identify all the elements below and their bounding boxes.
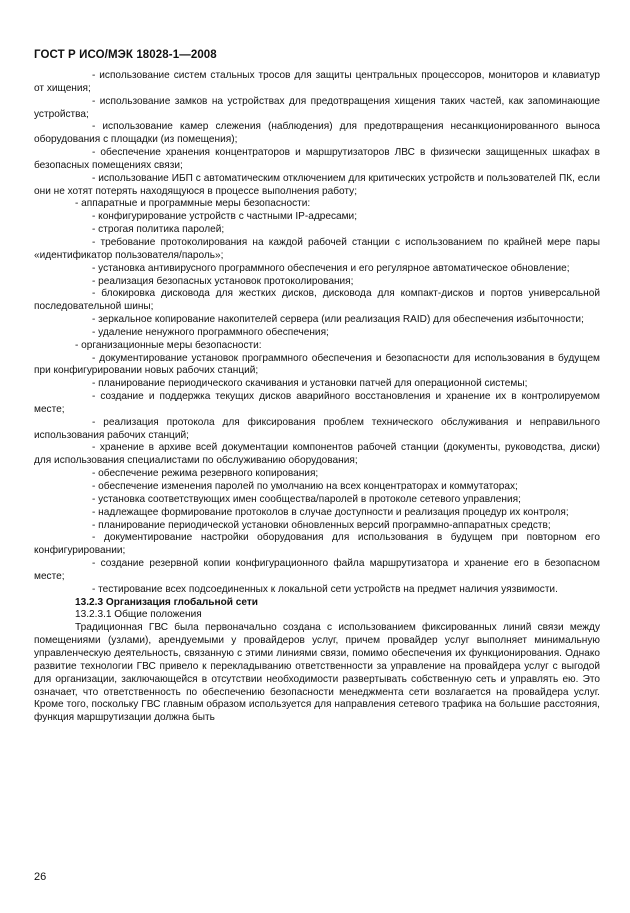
paragraph: - тестирование всех подсоединенных к локальной сети устройств на предмет наличия уязвимости. bbox=[92, 583, 558, 595]
paragraph: Традиционная ГВС была первоначально создана с использованием фиксированных линий связи между помещениями (узлами), арендуемыми у провайдеров услуг, причем провайдер услуг выполняет минимальную управленческую деятельность, связанную с этими линиями связи, помимо обеспечения их функционирования. Однако развитие технологии ГВС привело к перекладыванию ответственности за управление на провайдера услуг с выгодой для организации, заключающейся в отсутствии необходимости развертывать собственную сеть и управлять ею. Это означает, что ответственность по обеспечению безопасности менеджмента сети возлагается на провайдера услуг. Кроме того, поскольку ГВС главным образом используется для направления сетевого трафика на большие расстояния, функция маршрутизации должна быть bbox=[34, 622, 600, 724]
paragraph: - планирование периодической установки обновленных версий программно-аппаратных средств; bbox=[92, 519, 551, 531]
document-body bbox=[34, 70, 600, 725]
paragraph: - конфигурирование устройств с частными IP-адресами; bbox=[92, 211, 357, 223]
paragraph: - организационные меры безопасности: bbox=[75, 339, 262, 351]
paragraph: - удаление ненужного программного обеспечения; bbox=[92, 326, 329, 338]
paragraph: - блокировка дисковода для жестких дисков, дисковода для компакт-дисков и портов универсальной последовательной шины; bbox=[34, 288, 600, 313]
document-header: ГОСТ Р ИСО/МЭК 18028-1—2008 bbox=[34, 49, 217, 61]
paragraph: - создание и поддержка текущих дисков аварийного восстановления и хранение их в контролируемом месте; bbox=[34, 391, 600, 415]
paragraph: - зеркальное копирование накопителей сервера (или реализация RAID) для обеспечения избыточности; bbox=[92, 314, 584, 326]
paragraph: - аппаратные и программные меры безопасности: bbox=[75, 198, 311, 210]
paragraph: - надлежащее формирование протоколов в случае доступности и реализация процедур их контроля; bbox=[92, 506, 569, 518]
paragraph: - реализация безопасных установок протоколирования; bbox=[92, 275, 354, 287]
paragraph: - использование ИБП с автоматическим отключением для критических устройств и пользователей ПК, если они не хотят потерять находящуюся в процессе выполнения работу; bbox=[34, 172, 600, 197]
paragraph: - установка соответствующих имен сообщества/паролей в протоколе сетевого управления; bbox=[92, 493, 521, 505]
paragraph: - реализация протокола для фиксирования проблем технического обслуживания и неправильного использования рабочих станций; bbox=[34, 416, 600, 441]
paragraph: - обеспечение изменения паролей по умолчанию на всех концентраторах и коммутаторах; bbox=[92, 481, 518, 492]
paragraph: - использование систем стальных тросов для защиты центральных процессоров, мониторов и клавиатур от хищения; bbox=[34, 70, 600, 94]
paragraph: - хранение в архиве всей документации компонентов рабочей станции (документы, руководства, диски) для использования специалистами по обслуживанию оборудования; bbox=[34, 442, 600, 467]
page-number: 26 bbox=[34, 871, 47, 883]
paragraph: - требование протоколирования на каждой рабочей станции с использованием по крайней мере пары «идентификатор пользователя/пароль»; bbox=[34, 236, 600, 261]
section-heading: 13.2.3 Организация глобальной сети bbox=[75, 596, 258, 608]
paragraph: - использование камер слежения (наблюдения) для предотвращения несанкционированного выноса оборудования с площадки (из помещения); bbox=[34, 121, 600, 146]
paragraph: - строгая политика паролей; bbox=[92, 224, 225, 236]
paragraph: - обеспечение хранения концентраторов и маршрутизаторов ЛВС в физически защищенных шкафах в безопасных помещениях связи; bbox=[34, 147, 600, 171]
paragraph: - обеспечение режима резервного копирования; bbox=[92, 468, 319, 480]
paragraph: - создание резервной копии конфигурационного файла маршрутизатора и хранение его в безопасном месте; bbox=[34, 558, 600, 582]
paragraph: 13.2.3.1 Общие положения bbox=[75, 609, 202, 621]
paragraph: - планирование периодического скачивания и установки патчей для операционной системы; bbox=[92, 378, 528, 390]
paragraph: - установка антивирусного программного обеспечения и его регулярное автоматическое обновление; bbox=[92, 262, 570, 274]
paragraph: - использование замков на устройствах для предотвращения хищения таких частей, как запоминающие устройства; bbox=[34, 95, 600, 120]
paragraph: - документирование установок программного обеспечения и безопасности для использования в будущем при конфигурировании новых рабочих станций; bbox=[34, 352, 600, 377]
paragraph: - документирование настройки оборудования для использования в будущем при повторном его конфигурировании; bbox=[34, 532, 600, 557]
